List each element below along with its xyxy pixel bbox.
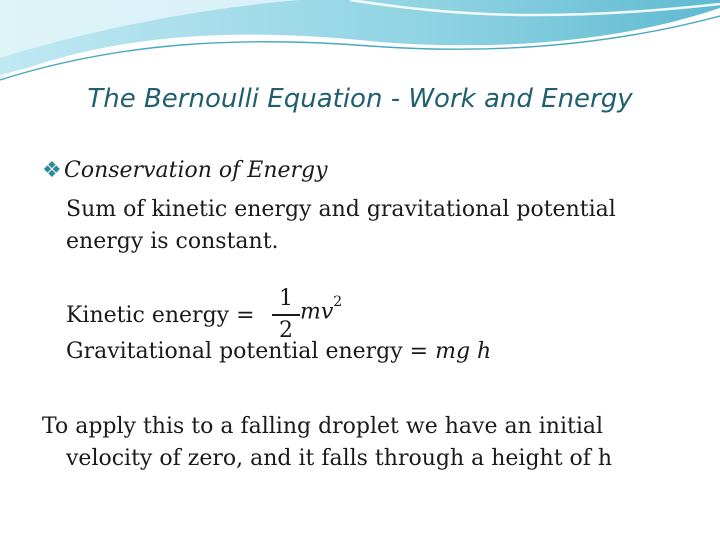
fraction-bar bbox=[272, 314, 300, 316]
header-wave-banner bbox=[0, 0, 720, 90]
potential-energy-line bbox=[66, 336, 491, 368]
bullet-heading-text: Conservation of Energy bbox=[64, 158, 328, 183]
closing-line: velocity of zero, and it falls through a height of h bbox=[66, 446, 613, 471]
potential-energy-formula: mg h bbox=[435, 339, 492, 364]
body-line: Sum of kinetic energy and gravitational potential bbox=[66, 197, 616, 222]
body-line: energy is constant. bbox=[66, 229, 279, 254]
formula-exponent: 2 bbox=[333, 294, 343, 310]
closing-paragraph bbox=[42, 411, 612, 475]
slide-title: The Bernoulli Equation - Work and Energy bbox=[87, 84, 633, 114]
fraction-numerator: 1 bbox=[279, 286, 293, 311]
formula-mv: mv bbox=[300, 299, 334, 325]
bullet-icon: ❖ bbox=[42, 158, 62, 183]
kinetic-formula-terms bbox=[300, 294, 343, 325]
potential-energy-label: Gravitational potential energy = bbox=[66, 339, 429, 364]
kinetic-fraction bbox=[270, 286, 302, 344]
bullet-heading bbox=[42, 155, 328, 187]
closing-line: To apply this to a falling droplet we have an initial bbox=[42, 414, 604, 439]
fraction-denominator: 2 bbox=[279, 317, 293, 343]
body-paragraph bbox=[66, 194, 616, 258]
kinetic-energy-label: Kinetic energy = bbox=[66, 303, 255, 328]
